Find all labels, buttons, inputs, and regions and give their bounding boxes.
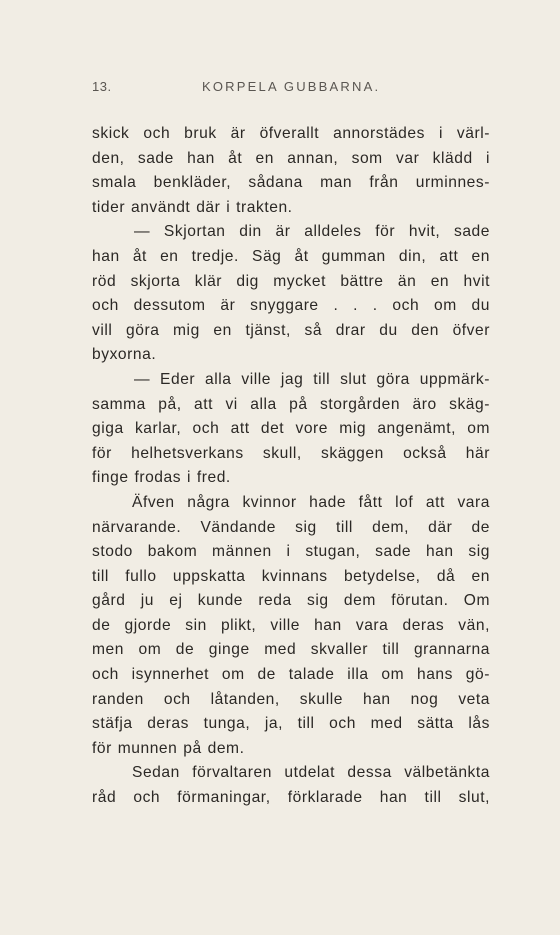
text-line: de gjorde sin plikt, ville han vara deras vän, — [92, 616, 490, 634]
text-line: den, sade han åt en annan, som var klädd i — [92, 149, 490, 167]
text-line: Sedan förvaltaren utdelat dessa välbetänkta — [132, 764, 490, 782]
text-line: röd skjorta klär dig mycket bättre än en hvit — [92, 272, 490, 290]
text-line: för munnen på dem. — [92, 739, 245, 757]
text-line: stäfja deras tunga, ja, till och med sätta lås — [92, 715, 490, 733]
page-header — [92, 79, 492, 99]
text-line: tider användt där i trakten. — [92, 198, 293, 216]
text-line: randen och låtanden, skulle han nog veta — [92, 690, 490, 708]
text-line: giga karlar, och att det vore mig angenämt, om — [92, 420, 490, 438]
text-line: samma på, att vi alla på storgården äro skäg- — [92, 395, 490, 413]
text-line: för helhetsverkans skull, skäggen också här — [92, 444, 490, 462]
text-line: smala benkläder, sådana man från urminnes- — [92, 174, 490, 192]
page-number: 13. — [92, 79, 112, 94]
text-line: finge frodas i fred. — [92, 469, 231, 487]
text-line: och isynnerhet om de talade illa om hans gö- — [92, 666, 490, 684]
text-line: — Eder alla ville jag till slut göra uppmärk- — [134, 370, 490, 388]
text-line: gård ju ej kunde reda sig dem förutan. Om — [92, 592, 490, 610]
text-line: skick och bruk är öfverallt annorstädes i värl- — [92, 125, 490, 142]
text-line: till fullo uppskatta kvinnans betydelse, då en — [92, 567, 490, 585]
text-line: närvarande. Vändande sig till dem, där de — [92, 518, 490, 536]
text-line: och dessutom är snyggare . . . och om du — [92, 297, 490, 315]
body-text — [92, 122, 490, 811]
running-title: KORPELA GUBBARNA. — [202, 79, 381, 94]
text-line: stodo bakom männen i stugan, sade han sig — [92, 543, 490, 561]
text-line: vill göra mig en tjänst, så drar du den öfver — [92, 321, 490, 339]
text-line: han åt en tredje. Säg åt gumman din, att en — [92, 247, 490, 265]
text-line: — Skjortan din är alldeles för hvit, sade — [134, 223, 490, 241]
text-line: men om de ginge med skvaller till grannarna — [92, 641, 490, 659]
text-line: Äfven några kvinnor hade fått lof att vara — [132, 493, 490, 511]
text-line: råd och förmaningar, förklarade han till slut, — [92, 789, 490, 807]
text-line: byxorna. — [92, 346, 157, 364]
